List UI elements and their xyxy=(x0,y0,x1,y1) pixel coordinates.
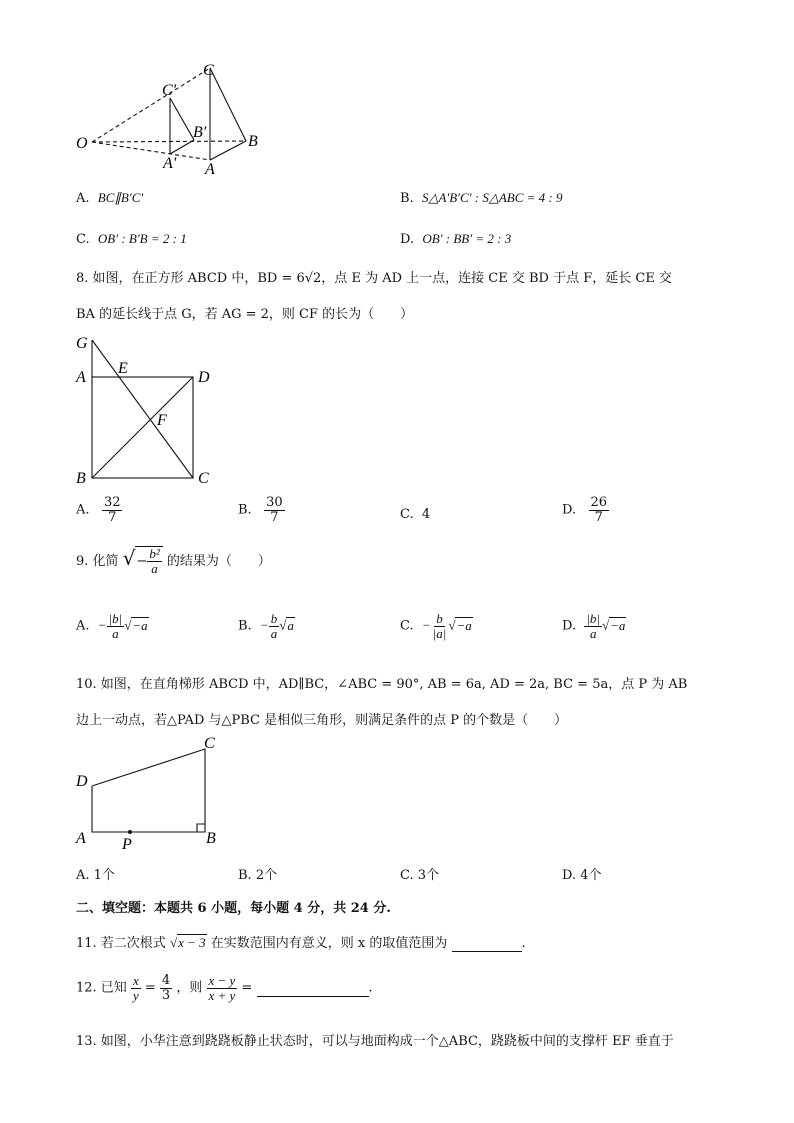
q12-stem: 12. 已知 $\frac{x}{y}$ = $\frac{4}{3}$ ，则 $\frac{x - y}{x + y}$ = . xyxy=(76,973,373,1003)
q7-option-d[interactable]: D. OB′ : BB′ = 2 : 3 xyxy=(400,231,512,247)
fig10-label-A: A xyxy=(76,830,86,847)
q9-option-b[interactable]: B. − $\frac{b}{a}$ √a xyxy=(238,611,294,641)
q11-stem: 11. 若二次根式 √x − 3 在实数范围内有意义，则 x 的取值范围为 . xyxy=(76,935,526,951)
q8-stem-line1: 8. 如图，在正方形 ABCD 中，BD = 6√2，点 E 为 AD 上一点，连接 CE 交 BD 于点 F，延长 CE 交 xyxy=(76,271,672,286)
q7-option-c[interactable]: C. OB′ : B′B = 2 : 1 xyxy=(76,231,187,247)
fig8-label-E: E xyxy=(118,360,128,377)
q9-stem: 9. 化简 √ − $\frac{\text{b²}}{a}$ 的结果为（ ） xyxy=(76,546,271,576)
fig7-label-B-prime: B' xyxy=(193,124,207,141)
fig7-label-C-prime: C' xyxy=(162,82,177,99)
section-2-heading: 二、填空题：本题共 6 小题，每小题 4 分，共 24 分. xyxy=(76,901,391,916)
q10-option-b[interactable]: B. 2个 xyxy=(238,868,278,883)
fig8-label-B: B xyxy=(76,470,86,487)
q10-option-d[interactable]: D. 4个 xyxy=(562,868,602,883)
fig8-label-D: D xyxy=(198,369,210,386)
q10-option-a[interactable]: A. 1个 xyxy=(76,868,115,883)
q12-answer-blank[interactable] xyxy=(257,981,369,997)
fig7-label-O: O xyxy=(76,135,88,152)
fig7-label-B: B xyxy=(248,133,258,150)
q8-option-c[interactable]: C. 4 xyxy=(400,507,431,522)
figure-q7-similar-triangles xyxy=(70,60,270,180)
q11-answer-blank[interactable] xyxy=(452,936,522,952)
q7-option-a[interactable]: A. BC∥B′C′ xyxy=(76,190,144,206)
q8-option-d[interactable]: D. $\frac{26}{7}$ xyxy=(562,495,608,525)
fig8-label-C: C xyxy=(198,470,209,487)
fig10-label-C: C xyxy=(204,735,215,752)
q8-option-a[interactable]: A. $\frac{32}{7}$ xyxy=(76,495,121,525)
q8-stem-line2: BA 的延长线于点 G，若 AG = 2，则 CF 的长为（ ） xyxy=(76,307,414,322)
fig7-label-A-prime: A' xyxy=(163,155,177,172)
fig7-label-C: C xyxy=(203,62,214,79)
q10-stem-line1: 10. 如图，在直角梯形 ABCD 中，AD∥BC，∠ABC = 90°, AB = 6a, AD = 2a, BC = 5a，点 P 为 AB xyxy=(76,677,688,692)
q7-option-b[interactable]: B. S△A′B′C′ : S△ABC = 4 : 9 xyxy=(400,190,563,206)
fig8-label-F: F xyxy=(157,412,167,429)
fig8-label-G: G xyxy=(76,335,88,352)
q8-option-b[interactable]: B. $\frac{30}{7}$ xyxy=(238,495,283,525)
q13-stem-line1: 13. 如图，小华注意到跷跷板静止状态时，可以与地面构成一个△ABC，跷跷板中间的支撑杆 EF 垂直于 xyxy=(76,1034,674,1049)
fig10-label-D: D xyxy=(76,773,88,790)
q10-option-c[interactable]: C. 3个 xyxy=(400,868,440,883)
fig10-label-B: B xyxy=(206,830,216,847)
fig7-label-A: A xyxy=(205,161,215,178)
fig10-label-P: P xyxy=(122,836,132,852)
q9-option-d[interactable]: D. $\frac{|b|}{a}$ √−a xyxy=(562,611,626,641)
q10-stem-line2: 边上一动点，若△PAD 与△PBC 是相似三角形，则满足条件的点 P 的个数是（ ） xyxy=(76,713,568,728)
q9-option-c[interactable]: C. − $\frac{b}{|a|}$ √−a xyxy=(400,611,472,641)
q9-option-a[interactable]: A. − $\frac{|b|}{a}$ √−a xyxy=(76,611,148,641)
figure-q8-square xyxy=(70,330,230,490)
fig8-label-A: A xyxy=(76,369,86,386)
figure-q10-trapezoid xyxy=(70,732,230,852)
